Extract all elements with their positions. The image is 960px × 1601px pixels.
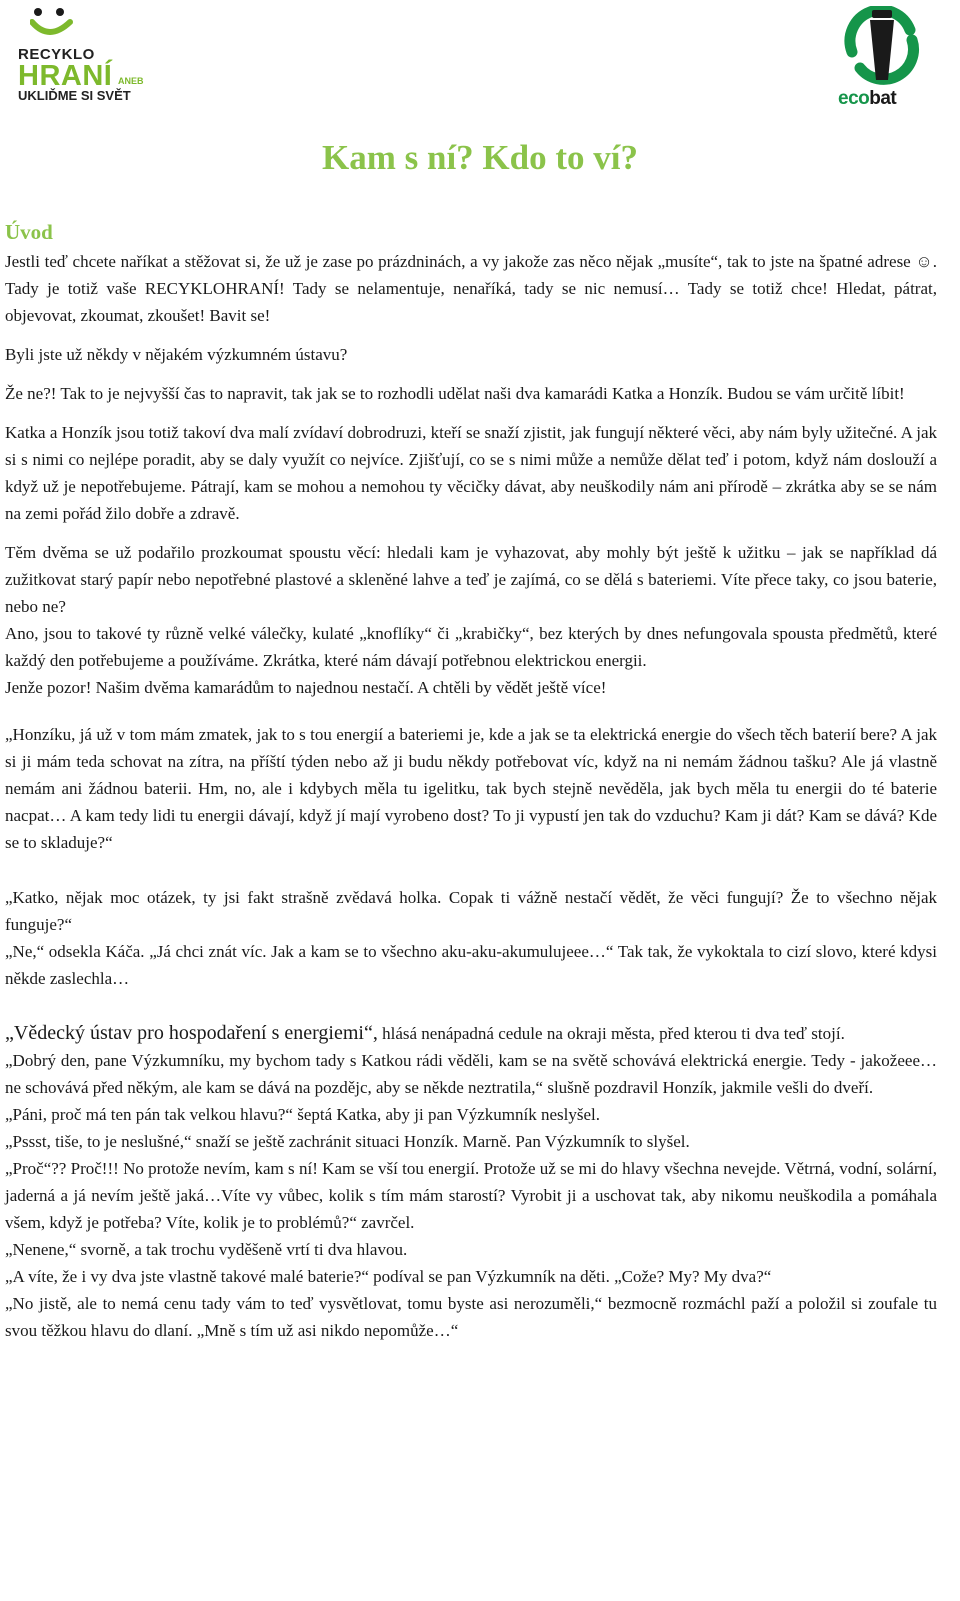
paragraph-katka-honzik: Katka a Honzík jsou totiž takoví dva malí zvídaví dobrodruzi, kteří se snaží zjistit, jak fungují některé věci, aby nám byly užitečné. A jak si s nimi co nejlépe poradit, aby se daly využít co nejvíce. Zjišťují, co se s nimi může a nemůže dělat teď i potom, když nám doslouží a když už je nepotřebujeme. Pátrají, kam se mohou a nemohou ty věcičky dávat, aby neuškodily nám ani přírodě – zkrátka aby se se nám na zemi pořád žilo dobře a zdravě. [5, 423, 937, 523]
paragraph-dobry-den: „Dobrý den, pane Výzkumníku, my bychom tady s Katkou rádi věděli, kam se na světě schovává elektrická energie. Tedy - jakožeee… ne schovává před někým, ale kam se dává na pozdějc, aby se někde neztratila,“ slušně pozdravil Honzík, jakmile vešli do dveří. [5, 1051, 937, 1097]
paragraph-question: Byli jste už někdy v nějakém výzkumném ústavu? [5, 345, 348, 364]
logo-line-uklidme: UKLIĎME SI SVĚT [18, 88, 131, 103]
paragraph-pani: „Páni, proč má ten pán tak velkou hlavu?“ šeptá Katka, aby ji pan Výzkumník neslyšel. [5, 1105, 600, 1124]
paragraph-ze-ne: Že ne?! Tak to je nejvyšší čas to napravit, tak jak se to rozhodli udělat naši dva kamarádi Katka a Honzík. Budou se vám určitě líbit! [5, 384, 905, 403]
paragraph-no-jiste: „No jistě, ale to nemá cenu tady vám to teď vysvětlovat, tomu byste asi nerozuměli,“ bezmocně rozmáchl paží a položil si zoufale tu svou těžkou hlavu do dlaní. „Mně s tím už asi nikdo nepomůže…“ [5, 1294, 937, 1340]
institute-sign: „Vědecký ústav pro hospodaření s energiemi“, [5, 1022, 378, 1044]
logo-line-hrani: HRANÍ [18, 60, 113, 92]
ecobat-logo [832, 6, 932, 110]
paragraph-katko: „Katko, nějak moc otázek, ty jsi fakt strašně zvědavá holka. Copak ti vážně nestačí vědět, že věci fungují? Že to všechno nějak funguje?“ [5, 888, 937, 934]
institute-sign-continuation: hlásá nenápadná cedule na okraji města, před kterou ti dva teď stojí. [377, 1024, 845, 1043]
paragraph-a-vite: „A víte, že i vy dva jste vlastně takové malé baterie?“ podíval se pan Výzkumník na děti. „Cože? My? My dva?“ [5, 1267, 772, 1286]
paragraph-honziku: „Honzíku, já už v tom mám zmatek, jak to s tou energií a bateriemi je, kde a jak se ta elektrická energie do všech těch baterií bere? A jak si ji mám teda schovat na zítra, na příští týden nebo až ji budu někdy potřebovat víc, když na ni nemám žádnou tašku? Ale já vlastně nemám ani žádnou baterii. Hm, no, ale i kdybych měla tu igelitku, tak bych stejně nevěděla, jak bych měla tu energii do té baterie nacpat… A kam tedy lidi tu energii dávají, když jí mají vyrobeno dost? To ji vypustí jen tak do vzduchu? Kam ji dát? Kam se dává? Kde se to skladuje?“ [5, 725, 937, 852]
smile-icon [30, 6, 76, 42]
paragraph-ano: Ano, jsou to takové ty různě velké válečky, kulaté „knoflíky“ či „krabičky“, bez kterých by dnes nefungovala spousta předmětů, které každý den potřebujeme a používáme. Zkrátka, které nám dávají potřebnou elektrickou energii. [5, 624, 937, 670]
paragraph-pssst: „Pssst, tiše, to je neslušné,“ snaží se ještě zachránit situaci Honzík. Marně. Pan Výzkumník to slyšel. [5, 1132, 690, 1151]
recyklohrani-logo [18, 6, 158, 102]
paragraph-prozkoumat: Těm dvěma se už podařilo prozkoumat spoustu věcí: hledali kam je vyhazovat, aby mohly být ještě k užitku – jak se například dá zužitkovat starý papír nebo nepotřebné plastové a skleněné lahve a teď je zajímá, co se dělá s bateriemi. Víte přece taky, co jsou baterie, nebo ne? [5, 543, 937, 616]
paragraph-intro: Jestli teď chcete naříkat a stěžovat si, že už je zase po prázdninách, a vy jakože zas něco nějak „musíte“, tak to jste na špatné adrese ☺. Tady je totiž vaše RECYKLOHRANÍ! Tady se nelamentuje, nenaříká, tady se nic nemusí… Tady se totiž chce! Hledat, pátrat, objevovat, zkoumat, zkoušet! Bavit se! [5, 252, 937, 325]
page-title: Kam s ní? Kdo to ví? [321, 138, 638, 177]
ecobat-word-eco: eco [838, 88, 870, 109]
section-heading: Úvod [5, 220, 53, 244]
battery-icon [832, 6, 932, 90]
paragraph-proc: „Proč“?? Proč!!! No protože nevím, kam s ní! Kam se vší tou energií. Protože už se mi do hlavy všechna nevejde. Větrná, vodní, solární, jaderná a já nevím ještě jaká…Víte vy vůbec, kolik s tím mám starostí? Vyrobit ji a uschovat tak, aby nikomu neuškodila a pomáhala všem, když je potřeba? Víte, kolik je to problémů?“ zavrčel. [5, 1159, 937, 1232]
paragraph-jenze: Jenže pozor! Našim dvěma kamarádům to najednou nestačí. A chtěli by vědět ještě více! [5, 678, 607, 697]
ecobat-word-bat: bat [869, 88, 897, 109]
paragraph-ustav [5, 1020, 937, 1047]
document-body [5, 218, 937, 1344]
logo-line-aneb: ANEB [118, 76, 144, 86]
paragraph-ne: „Ne,“ odsekla Káča. „Já chci znát víc. Jak a kam se to všechno aku-aku-akumulujeee…“ Tak tak, že vykoktala to cizí slovo, které kdysi někde zaslechla… [5, 942, 937, 988]
logo-line-recyklo: RECYKLO [18, 46, 95, 63]
paragraph-nenene: „Nenene,“ svorně, a tak trochu vyděšeně vrtí ti dva hlavou. [5, 1240, 408, 1259]
ecobat-wordmark [838, 88, 896, 110]
